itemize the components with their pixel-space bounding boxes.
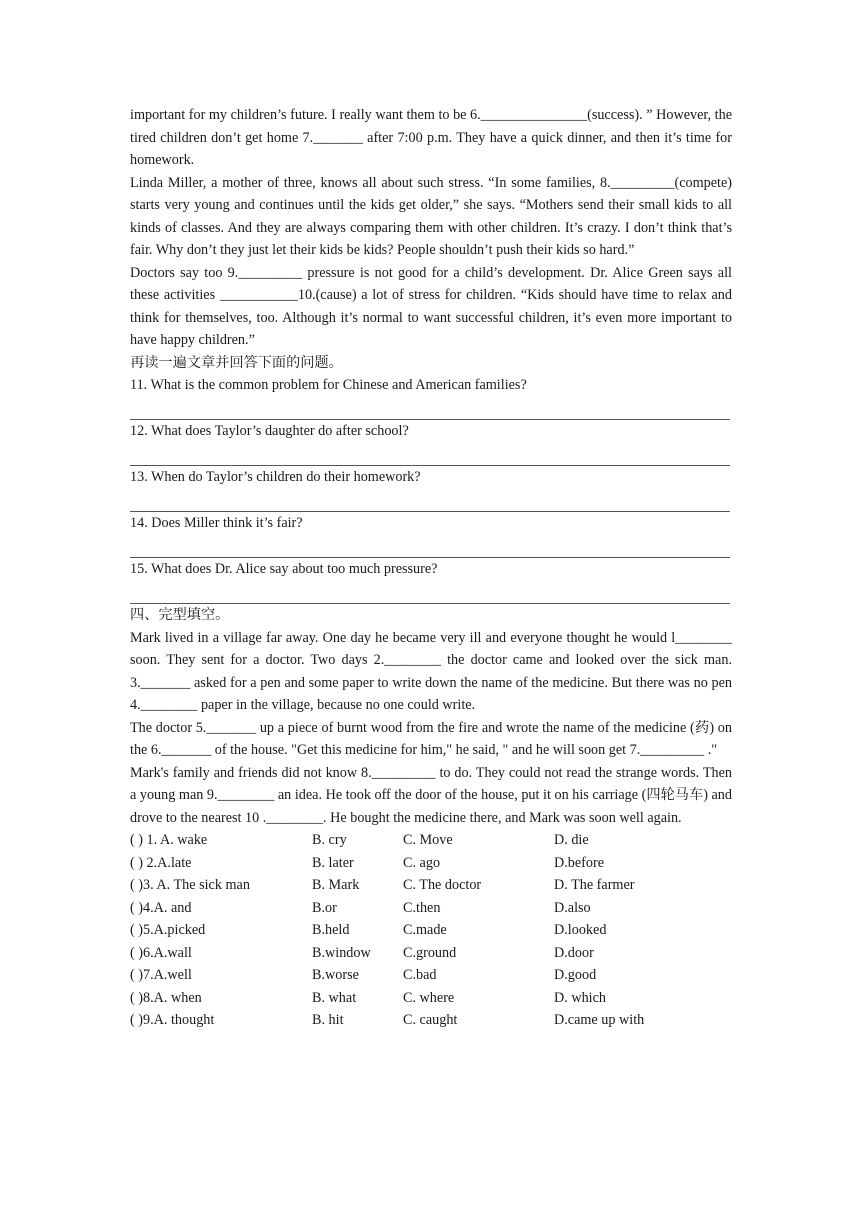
option-row xyxy=(130,852,732,875)
passage1-paragraph: Linda Miller, a mother of three, knows all about such stress. “In some families, 8._________(compete) starts very young and continues until the kids get older,” she says. “Mothers send their small kids to all kinds of classes. And they are always comparing them with other children. It’s crazy. I don’t think that’s fair. Why don’t they just let their kids be kids? People shouldn’t push their kids so hard.” xyxy=(130,174,732,258)
option-d[interactable]: D.before xyxy=(554,854,605,871)
option-b[interactable]: B. what xyxy=(312,989,357,1006)
question-text: 13. When do Taylor’s children do their homework? xyxy=(130,469,421,485)
option-a[interactable]: ( )7.A.well xyxy=(130,967,192,983)
question-text: 11. What is the common problem for Chinese and American families? xyxy=(130,377,527,393)
option-b[interactable]: B.or xyxy=(312,899,337,916)
option-c[interactable]: C.bad xyxy=(403,967,437,983)
question-block xyxy=(130,558,732,604)
option-a[interactable]: ( ) 2.A.late xyxy=(130,854,192,871)
answer-line[interactable] xyxy=(130,443,730,467)
passage2-paragraph: Mark's family and friends did not know 8._________ to do. They could not read the strange words. Then a young man 9.________ an idea. He took off the door of the house, put it on his carriage (四轮马车) and drove to the nearest 10 .________. He bought the medicine there, and Mark was soon well again. xyxy=(130,764,732,826)
option-d[interactable]: D. The farmer xyxy=(554,877,635,893)
option-a[interactable]: ( )6.A.wall xyxy=(130,944,192,961)
option-a[interactable]: ( )4.A. and xyxy=(130,899,192,916)
option-c[interactable]: C. caught xyxy=(403,1012,458,1028)
option-c[interactable]: C.then xyxy=(403,899,441,916)
answer-line[interactable] xyxy=(130,581,730,605)
option-b[interactable]: B.worse xyxy=(312,967,359,983)
document-page xyxy=(130,104,732,1032)
option-d[interactable]: D.also xyxy=(554,899,591,916)
option-row xyxy=(130,964,732,987)
passage1-paragraph: Doctors say too 9._________ pressure is not good for a child’s development. Dr. Alice Green says all these activities ___________10.(cause) a lot of stress for children. “Kids should have time to relax and think for themselves, too. Although it’s normal to want successful children, it’s even more important to have happy children.” xyxy=(130,264,732,348)
option-b[interactable]: B. Mark xyxy=(312,877,360,893)
question-block xyxy=(130,420,732,466)
question-text: 15. What does Dr. Alice say about too much pressure? xyxy=(130,561,438,577)
question-block xyxy=(130,512,732,558)
option-d[interactable]: D.came up with xyxy=(554,1012,645,1028)
option-a[interactable]: ( )8.A. when xyxy=(130,989,202,1006)
option-row xyxy=(130,829,732,852)
section-heading-cloze: 四、完型填空。 xyxy=(130,607,230,623)
option-b[interactable]: B. hit xyxy=(312,1012,344,1028)
answer-line[interactable] xyxy=(130,535,730,559)
option-a[interactable]: ( )5.A.picked xyxy=(130,922,206,938)
question-block xyxy=(130,374,732,420)
option-row xyxy=(130,874,732,897)
option-row xyxy=(130,897,732,920)
option-c[interactable]: C.made xyxy=(403,922,447,938)
section-heading-reread: 再读一遍文章并回答下面的问题。 xyxy=(130,354,343,371)
option-c[interactable]: C. Move xyxy=(403,832,453,848)
option-a[interactable]: ( )9.A. thought xyxy=(130,1012,215,1028)
question-block xyxy=(130,466,732,512)
option-d[interactable]: D. which xyxy=(554,989,607,1006)
option-d[interactable]: D.looked xyxy=(554,922,607,938)
option-a[interactable]: ( )3. A. The sick man xyxy=(130,877,250,893)
option-row xyxy=(130,1009,732,1032)
passage2-paragraph: Mark lived in a village far away. One day he became very ill and everyone thought he would l________ soon. They sent for a doctor. Two days 2.________ the doctor came and looked over the sick man. 3._______ asked for a pen and some paper to write down the name of the medicine. But there was no pen 4.________ paper in the village, because no one could write. xyxy=(130,629,732,713)
option-c[interactable]: C. ago xyxy=(403,854,441,871)
option-c[interactable]: C.ground xyxy=(403,944,457,961)
question-text: 14. Does Miller think it’s fair? xyxy=(130,515,303,531)
option-row xyxy=(130,942,732,965)
passage1-paragraph: important for my children’s future. I really want them to be 6._______________(success). ” However, the tired children don’t get home 7._______ after 7:00 p.m. They have a quick dinner, and then it’s time for homework. xyxy=(130,107,732,168)
option-b[interactable]: B. cry xyxy=(312,832,347,848)
option-a[interactable]: ( ) 1. A. wake xyxy=(130,832,208,848)
option-b[interactable]: B.window xyxy=(312,944,371,961)
question-text: 12. What does Taylor’s daughter do after school? xyxy=(130,423,409,439)
option-b[interactable]: B.held xyxy=(312,922,350,938)
options-table xyxy=(130,829,732,1032)
option-d[interactable]: D. die xyxy=(554,832,589,848)
option-row xyxy=(130,919,732,942)
option-d[interactable]: D.door xyxy=(554,944,594,961)
option-b[interactable]: B. later xyxy=(312,854,354,871)
option-row xyxy=(130,987,732,1010)
answer-line[interactable] xyxy=(130,397,730,421)
answer-line[interactable] xyxy=(130,489,730,513)
passage2-paragraph: The doctor 5._______ up a piece of burnt wood from the fire and wrote the name of the medicine (药) on the 6._______ of the house. "Get this medicine for him," he said, " and he will soon get 7._________ ." xyxy=(130,719,732,758)
option-c[interactable]: C. where xyxy=(403,989,455,1006)
option-c[interactable]: C. The doctor xyxy=(403,877,482,893)
option-d[interactable]: D.good xyxy=(554,967,597,983)
